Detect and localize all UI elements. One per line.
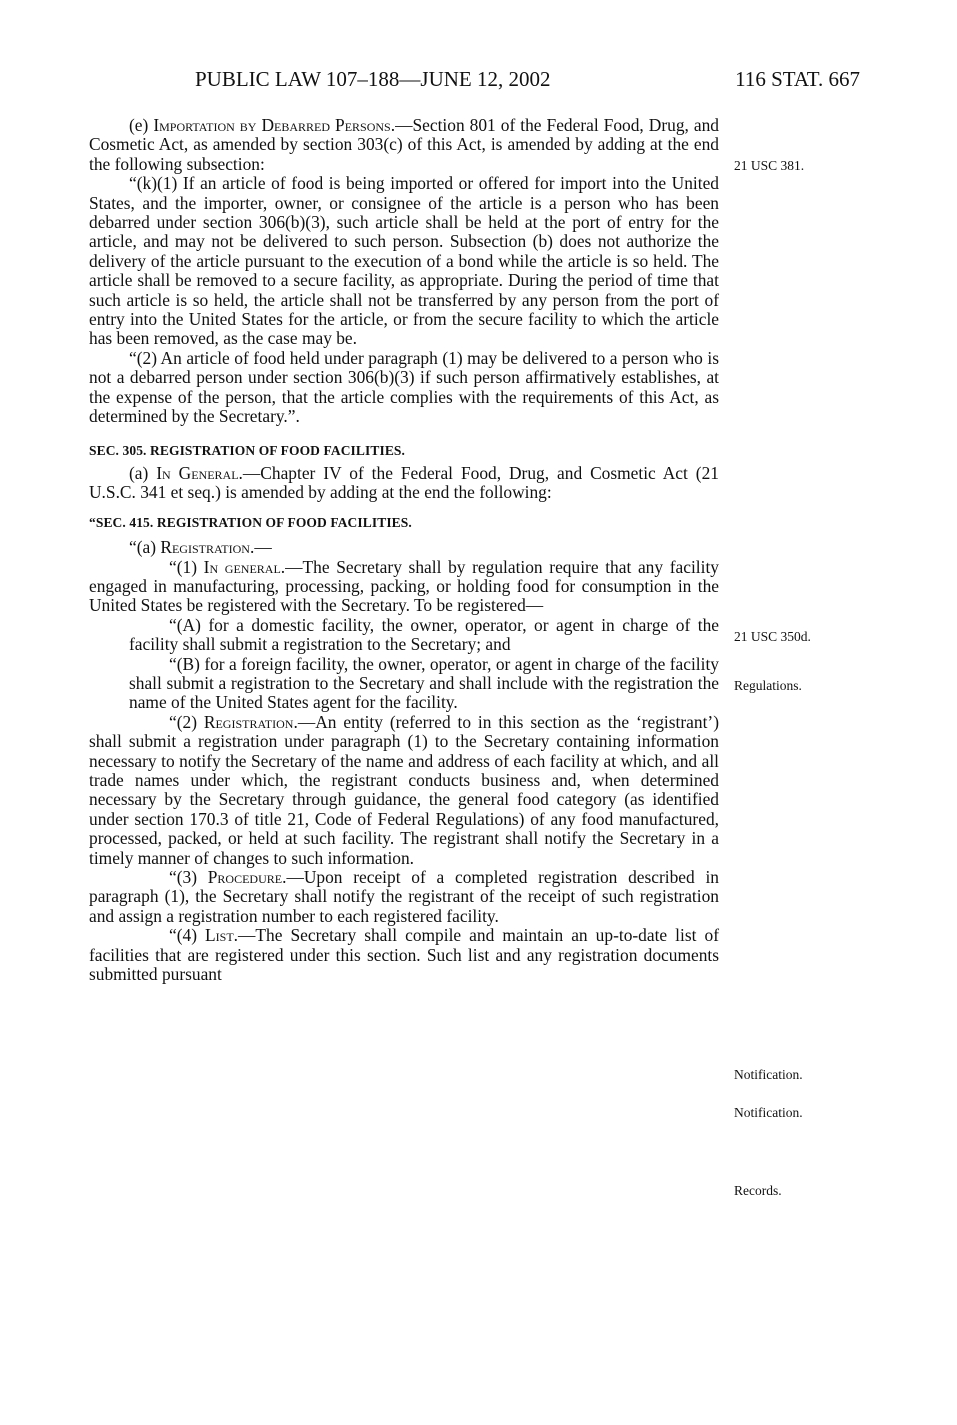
paragraph-e: (e) Importation by Debarred Persons.—Section 801 of the Federal Food, Drug, and Cosmetic Act, as amended by section 303(c) of this Act, is amended by adding at the end the following subsection: (89, 115, 720, 174)
main-text-column (89, 116, 719, 984)
margin-note-records: Records. (734, 1183, 782, 1198)
header-page-number: 116 STAT. 667 (735, 67, 860, 91)
paragraph-B: “(B) for a foreign facility, the owner, operator, or agent in charge of the facility shall submit a registration to the Secretary and shall include with the registration the name of the United States agent for the facility. (129, 653, 719, 713)
section-305-heading: SEC. 305. REGISTRATION OF FOOD FACILITIES. (89, 442, 406, 458)
heading-p4: List. (205, 925, 239, 946)
heading-in-general: In General. (156, 462, 243, 483)
paragraph-a-general: (a) In General.—Chapter IV of the Federal Food, Drug, and Cosmetic Act (21 U.S.C. 341 et seq.) is amended by adding at the end the following: (89, 462, 719, 503)
paragraph-1-in-general: “(1) In general.—The Secretary shall by regulation require that any facility engaged in manufacturing, processing, packing, or holding food for consumption in the United States be registered with the Secretary. To be registered— (89, 556, 719, 616)
header-law-date: PUBLIC LAW 107–188—JUNE 12, 2002 (195, 67, 551, 91)
margin-note-notification-2: Notification. (734, 1105, 803, 1120)
heading-p3: Procedure. (207, 867, 287, 888)
paragraph-A: “(A) for a domestic facility, the owner, operator, or agent in charge of the facility shall submit a registration to the Secretary; and (129, 614, 719, 655)
margin-note-21-usc-381: 21 USC 381. (734, 158, 805, 173)
paragraph-a-registration: “(a) Registration.— (129, 537, 272, 558)
paragraph-k1: “(k)(1) If an article of food is being imported or offered for import into the United States, and the importer, owner, or consignee of the article is a person who has been debarred under section 306(b)(3), such article shall be held at the port of entry for the article, and may not be delivered to such person. Subsection (b) does not authorize the delivery of the article pursuant to the execution of a bond while the article is so held. The article shall be removed to a secure facility, as appropriate. During the period of time that such article is so held, the article shall not be transferred by any person from the port of entry into the United States for the article, or from the secure facility to which the article has been removed, as the case may be. (89, 173, 719, 349)
heading-p2: Registration. (203, 711, 298, 732)
margin-note-notification-1: Notification. (734, 1067, 803, 1082)
paragraph-3-procedure: “(3) Procedure.—Upon receipt of a completed registration described in paragraph (1), the Secretary shall notify the registrant of the receipt of such registration and assign a registration number to each registered facility. (89, 867, 719, 926)
section-415-heading: “SEC. 415. REGISTRATION OF FOOD FACILITIES. (89, 514, 412, 530)
paragraph-4-list: “(4) List.—The Secretary shall compile and maintain an up-to-date list of facilities that are registered under this section. Such list and any registration documents submitted pursuant (89, 925, 719, 985)
heading-importation: Importation by Debarred Persons. (153, 115, 396, 135)
paragraph-2-registration: “(2) Registration.—An entity (referred to in this section as the ‘registrant’) shall submit a registration under paragraph (1) to the Secretary containing information necessary to notify the Secretary of the name and address of each facility at which, and all trade names under which, the registrant conducts business and, when determined necessary by the Secretary through guidance, the general food category (as identified under section 170.3 of title 21, Code of Federal Regulations) of any food manufactured, processed, packed, or held at such facility. The registrant shall notify the Secretary in a timely manner of changes to such information. (89, 711, 719, 868)
margin-note-regulations: Regulations. (734, 678, 802, 693)
running-header (195, 66, 860, 92)
paragraph-k2: “(2) An article of food held under paragraph (1) may be delivered to a person who is not a debarred person under section 306(b)(3) if such person affirmatively establishes, at the expense of the person, that the article complies with the requirements of this Act, as determined by the Secretary.”. (89, 347, 719, 427)
heading-registration: Registration. (160, 537, 255, 558)
margin-note-21-usc-350d: 21 USC 350d. (734, 629, 811, 644)
heading-p1: In general. (203, 556, 286, 577)
